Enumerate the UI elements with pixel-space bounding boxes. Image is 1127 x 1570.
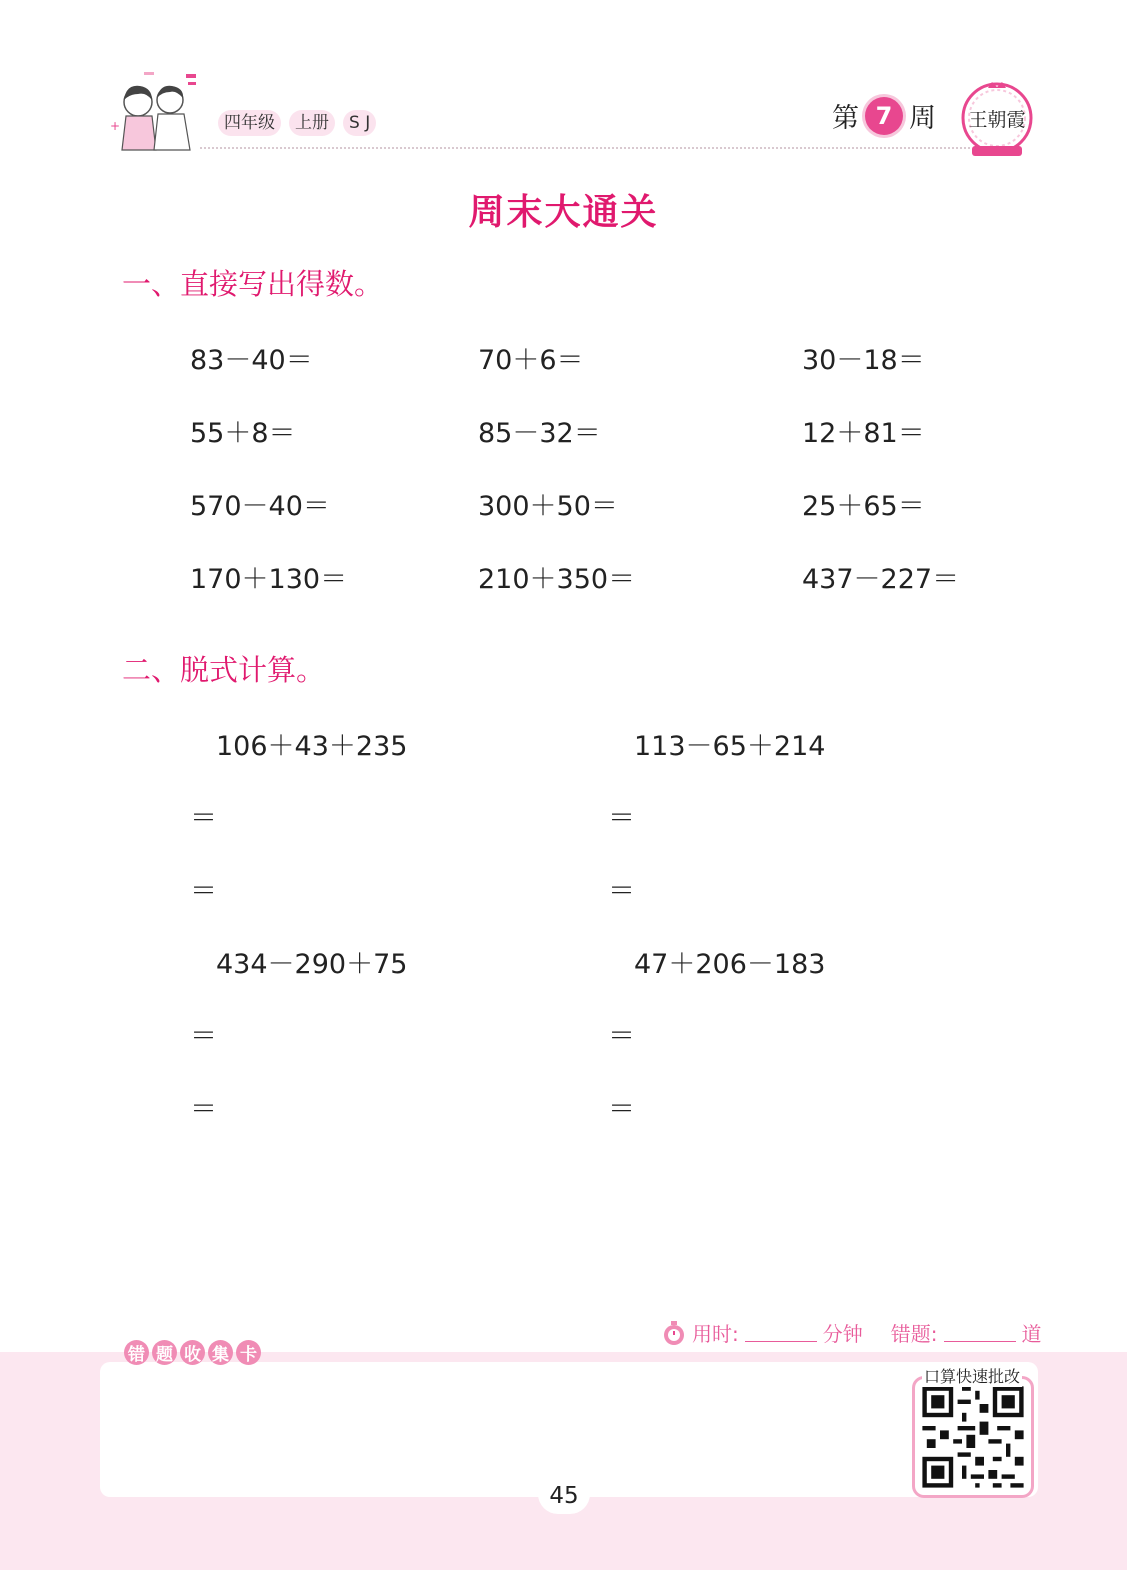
equals-line[interactable]: ＝ (608, 1094, 635, 1125)
equals-line[interactable]: ＝ (190, 1021, 217, 1052)
card-title-char: 收 (180, 1340, 205, 1365)
timing-row (660, 1318, 1042, 1347)
calc-problem: 106＋43＋235 (216, 731, 408, 762)
week-prefix: 第 (832, 103, 859, 134)
oral-problem: 85－32＝ (478, 418, 601, 449)
equals-line[interactable]: ＝ (190, 1094, 217, 1125)
section1-heading: 一、直接写出得数。 (122, 267, 384, 301)
card-title-char: 错 (124, 1340, 149, 1365)
errors-label: 错题: (890, 1322, 938, 1346)
oral-problem: 25＋65＝ (802, 491, 925, 522)
section2-heading: 二、脱式计算。 (122, 653, 326, 687)
time-blank[interactable] (745, 1323, 817, 1342)
brand-logo-icon (958, 78, 1036, 160)
errors-blank[interactable] (944, 1323, 1016, 1342)
equals-line[interactable]: ＝ (190, 803, 217, 834)
card-title (124, 1340, 261, 1365)
calc-problem: 434－290＋75 (216, 949, 408, 980)
card-title-char: 卡 (236, 1340, 261, 1365)
oral-problem: 210＋350＝ (478, 564, 636, 595)
oral-problem: 12＋81＝ (802, 418, 925, 449)
qr-caption: 口算快速批改 (922, 1364, 1022, 1387)
week-indicator (832, 96, 936, 135)
oral-problem: 30－18＝ (802, 345, 925, 376)
header-divider (200, 147, 970, 149)
oral-problem: 300＋50＝ (478, 491, 618, 522)
grade-tag: 四年级 (218, 110, 281, 136)
oral-problem: 170＋130＝ (190, 564, 348, 595)
week-suffix: 周 (909, 103, 936, 134)
volume-tag: 上册 (289, 110, 335, 136)
qr-code-icon (918, 1382, 1028, 1492)
equals-line[interactable]: ＝ (608, 1021, 635, 1052)
oral-problem: 437－227＝ (802, 564, 960, 595)
grade-tags (218, 110, 376, 136)
svg-text:+: + (110, 119, 121, 133)
oral-problem: 55＋8＝ (190, 418, 296, 449)
kids-illustration-icon (108, 72, 208, 154)
page-title: 周末大通关 (468, 192, 659, 233)
edition-tag: S J (343, 110, 376, 136)
oral-problem: 70＋6＝ (478, 345, 584, 376)
minute-unit: 分钟 (822, 1322, 863, 1346)
week-number-badge: 7 (865, 97, 903, 135)
oral-problem: 83－40＝ (190, 345, 313, 376)
equals-line[interactable]: ＝ (608, 803, 635, 834)
time-label: 用时: (692, 1322, 739, 1346)
oral-problem: 570－40＝ (190, 491, 330, 522)
calc-problem: 113－65＋214 (634, 731, 826, 762)
qr-code-frame[interactable] (912, 1376, 1034, 1498)
calc-problem: 47＋206－183 (634, 949, 826, 980)
errors-unit: 道 (1021, 1322, 1042, 1346)
equals-line[interactable]: ＝ (608, 876, 635, 907)
page-number: 45 (538, 1474, 590, 1514)
card-title-char: 集 (208, 1340, 233, 1365)
stopwatch-icon (660, 1319, 688, 1347)
equals-line[interactable]: ＝ (190, 876, 217, 907)
svg-text:王朝霞: 王朝霞 (968, 109, 1026, 131)
card-title-char: 题 (152, 1340, 177, 1365)
